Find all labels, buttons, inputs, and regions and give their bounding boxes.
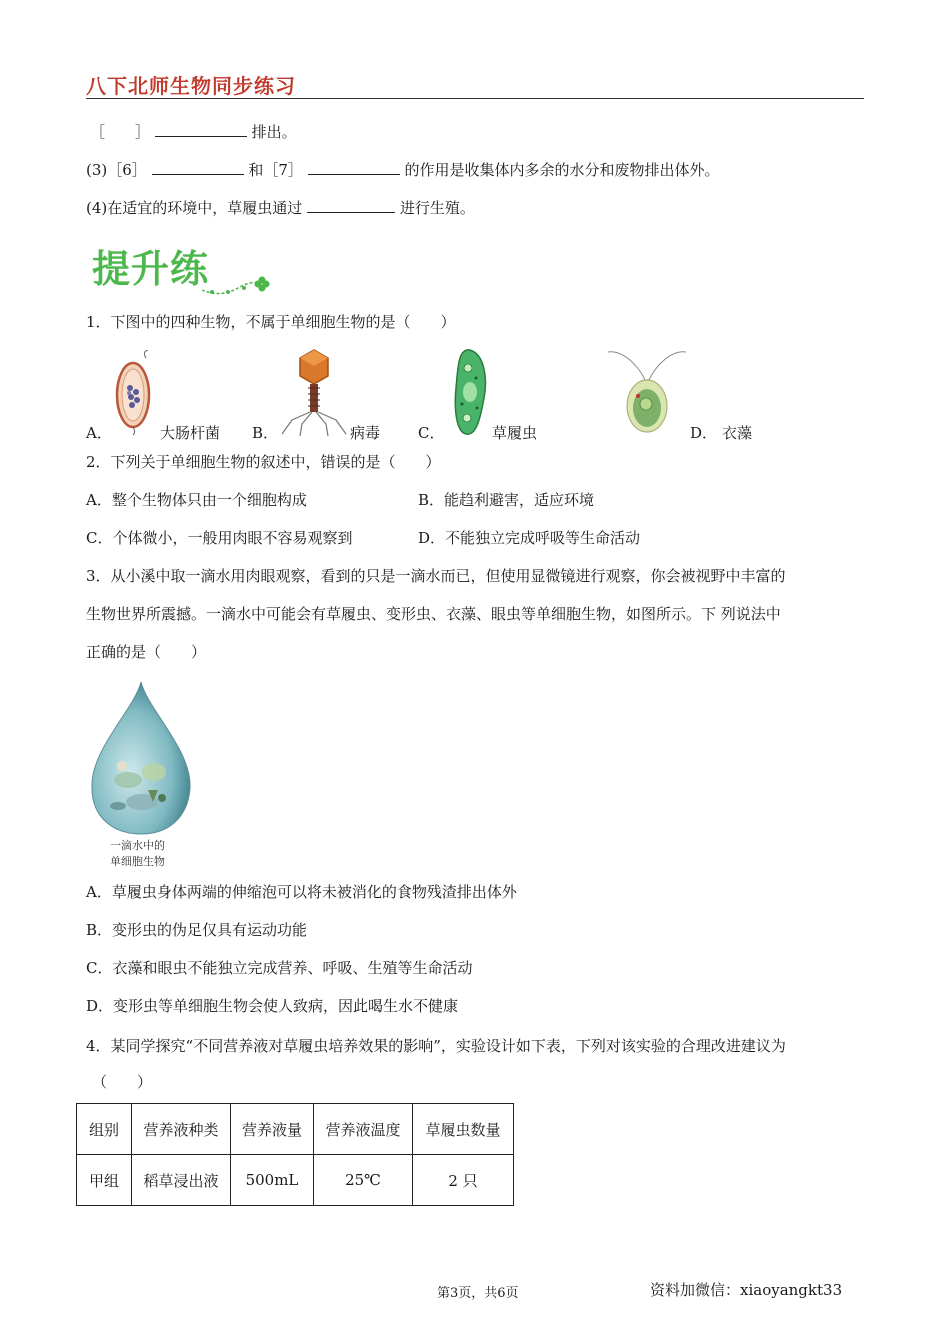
prev-line3-tail: 进行生殖。 — [399, 199, 475, 217]
prev-line-1 — [90, 122, 297, 142]
question-4-stem-line-1: 4．某同学探究“不同营养液对草履虫培养效果的影响”，实验设计如下表，下列对该实验的合理改进建议为 — [86, 1037, 786, 1055]
clover-decoration-icon — [200, 268, 275, 298]
question-1-stem: 1．下图中的四种生物，不属于单细胞生物的是（ ） — [86, 313, 456, 331]
experiment-table — [76, 1103, 514, 1206]
table-header-cell: 组别 — [77, 1104, 132, 1155]
prev-line-3 — [86, 198, 475, 218]
answer-blank — [152, 160, 244, 175]
q1-option-b-letter: B． — [252, 424, 279, 442]
q3-option-c: C．衣藻和眼虫不能独立完成营养、呼吸、生殖等生命活动 — [86, 959, 473, 977]
table-header-row — [77, 1104, 514, 1155]
prev-line1-bracket: ［ ］ — [90, 123, 151, 141]
q1-option-c-letter: C． — [418, 424, 445, 442]
page-number: 第3页，共6页 — [437, 1286, 519, 1301]
question-3-stem-line-1: 3．从小溪中取一滴水用肉眼观察，看到的只是一滴水而已，但使用显微镜进行观察，你会被视野中丰富的 — [86, 567, 786, 585]
virus-bacteriophage-illustration-icon — [278, 348, 350, 438]
q2-option-d: D．不能独立完成呼吸等生命活动 — [418, 529, 641, 547]
prev-line3-prefix: (4)在适宜的环境中，草履虫通过 — [86, 199, 303, 217]
q1-option-d-letter: D． — [690, 424, 718, 442]
water-drop-illustration-icon — [88, 680, 194, 836]
table-header-cell: 草履虫数量 — [413, 1104, 514, 1155]
water-drop-caption-line-1: 一滴水中的 — [110, 839, 165, 852]
question-4-stem-line-2: （ ） — [92, 1073, 153, 1091]
q3-option-a: A．草履虫身体两端的伸缩泡可以将未被消化的食物残渣排出体外 — [86, 883, 517, 901]
ecoli-illustration-icon — [108, 350, 158, 435]
table-cell: 稻草浸出液 — [132, 1155, 231, 1206]
answer-blank — [155, 122, 247, 137]
prev-line1-tail: 排出。 — [251, 123, 297, 141]
answer-blank — [308, 160, 400, 175]
section-title: 提升练 — [92, 247, 210, 291]
q3-option-b: B．变形虫的伪足仅具有运动功能 — [86, 921, 308, 939]
answer-blank — [307, 198, 395, 213]
table-header-cell: 营养液种类 — [132, 1104, 231, 1155]
water-drop-caption-line-2: 单细胞生物 — [110, 855, 165, 868]
table-header-cell: 营养液温度 — [314, 1104, 413, 1155]
question-3-stem-line-3: 正确的是（ ） — [86, 643, 207, 661]
q2-option-c: C．个体微小，一般用肉眼不容易观察到 — [86, 529, 353, 547]
prev-line2-mid: 和［7］ — [248, 161, 303, 179]
q1-option-d-text: 衣藻 — [722, 424, 753, 442]
question-2-stem: 2．下列关于单细胞生物的叙述中，错误的是（ ） — [86, 453, 441, 471]
chlamydomonas-illustration-icon — [604, 346, 690, 438]
q1-option-a-letter: A． — [86, 424, 112, 442]
contact-wechat: 资料加微信：xiaoyangkt33 — [650, 1281, 843, 1299]
q2-option-a: A．整个生物体只由一个细胞构成 — [86, 491, 307, 509]
q3-option-d: D．变形虫等单细胞生物会使人致病，因此喝生水不健康 — [86, 997, 459, 1015]
question-3-stem-line-2: 生物世界所震撼。一滴水中可能会有草履虫、变形虫、衣藻、眼虫等单细胞生物，如图所示。下 列说法中 — [86, 605, 781, 623]
prev-line-2 — [86, 160, 719, 180]
table-header-cell: 营养液量 — [231, 1104, 314, 1155]
q1-option-a-text: 大肠杆菌 — [160, 424, 221, 442]
q1-option-b-text: 病毒 — [350, 424, 381, 442]
table-cell: 2 只 — [413, 1155, 514, 1206]
table-cell: 甲组 — [77, 1155, 132, 1206]
paramecium-illustration-icon — [450, 348, 490, 438]
table-cell: 500mL — [231, 1155, 314, 1206]
q2-option-b: B．能趋利避害，适应环境 — [418, 491, 595, 509]
page-header-title: 八下北师生物同步练习 — [86, 74, 296, 98]
prev-line2-prefix: (3)［6］ — [86, 161, 147, 179]
prev-line2-tail: 的作用是收集体内多余的水分和废物排出体外。 — [404, 161, 720, 179]
header-divider — [86, 98, 864, 99]
q1-option-c-text: 草履虫 — [492, 424, 538, 442]
table-cell: 25℃ — [314, 1155, 413, 1206]
table-row — [77, 1155, 514, 1206]
